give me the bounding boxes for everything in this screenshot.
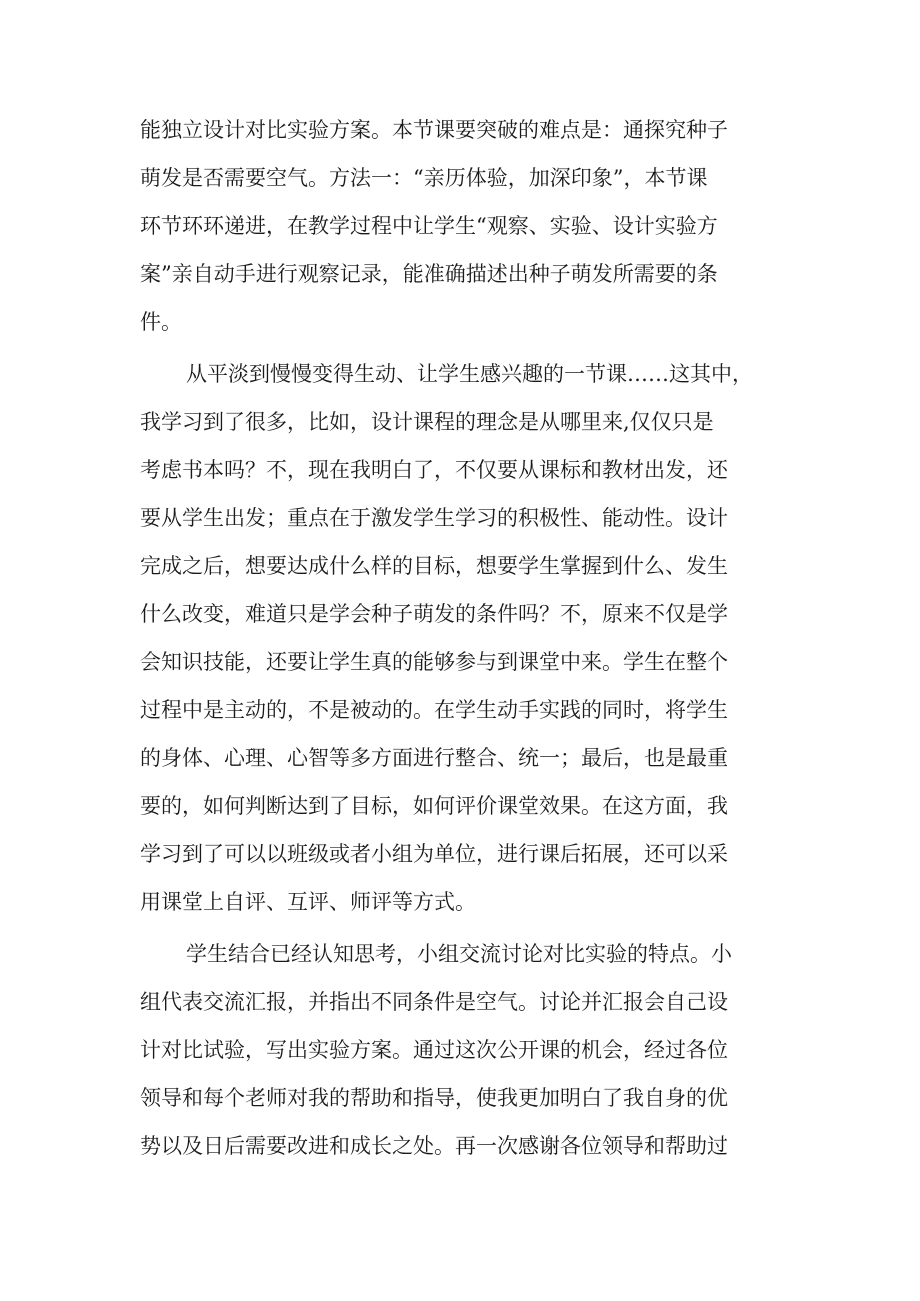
text-line: 从平淡到慢慢变得生动、让学生感兴趣的一节课……这其中， <box>186 362 753 386</box>
text-line: 学习到了可以以班级或者小组为单位，进行课后拓展，还可以采 <box>140 842 728 866</box>
text-line: 环节环环递进，在教学过程中让学生“观察、实验、设计实验方 <box>140 214 718 238</box>
text-line: 领导和每个老师对我的帮助和指导，使我更加明白了我自身的优 <box>140 1086 728 1110</box>
paragraph-1 <box>140 106 790 346</box>
text-line: 能独立设计对比实验方案。本节课要突破的难点是：通探究种子 <box>140 118 728 142</box>
text-line: 件。 <box>140 310 182 334</box>
text-line: 过程中是主动的，不是被动的。在学生动手实践的同时，将学生 <box>140 698 728 722</box>
text-line: 学生结合已经认知思考，小组交流讨论对比实验的特点。小 <box>186 942 732 966</box>
text-line: 的身体、心理、心智等多方面进行整合、统一；最后，也是最重 <box>140 746 728 770</box>
text-line: 势以及日后需要改进和成长之处。再一次感谢各位领导和帮助过 <box>140 1134 728 1158</box>
text-line: 案”亲自动手进行观察记录，能准确描述出种子萌发所需要的条 <box>140 262 718 286</box>
text-line: 考虑书本吗？不，现在我明白了，不仅要从课标和教材出发，还 <box>140 458 728 482</box>
paragraph-2 <box>140 350 790 926</box>
text-line: 用课堂上自评、互评、师评等方式。 <box>140 890 476 914</box>
text-line: 萌发是否需要空气。方法一：“亲历体验，加深印象”，本节课 <box>140 166 708 190</box>
text-line: 计对比试验，写出实验方案。通过这次公开课的机会，经过各位 <box>140 1038 728 1062</box>
document-body <box>140 106 790 1170</box>
text-line: 我学习到了很多，比如，设计课程的理念是从哪里来,仅仅只是 <box>140 410 714 434</box>
paragraph-3 <box>140 930 790 1170</box>
text-line: 组代表交流汇报，并指出不同条件是空气。讨论并汇报会自己设 <box>140 990 728 1014</box>
text-line: 完成之后，想要达成什么样的目标，想要学生掌握到什么、发生 <box>140 554 728 578</box>
text-line: 要从学生出发；重点在于激发学生学习的积极性、能动性。设计 <box>140 506 728 530</box>
text-line: 会知识技能，还要让学生真的能够参与到课堂中来。学生在整个 <box>140 650 728 674</box>
text-line: 什么改变，难道只是学会种子萌发的条件吗？不，原来不仅是学 <box>140 602 728 626</box>
text-line: 要的，如何判断达到了目标，如何评价课堂效果。在这方面，我 <box>140 794 728 818</box>
